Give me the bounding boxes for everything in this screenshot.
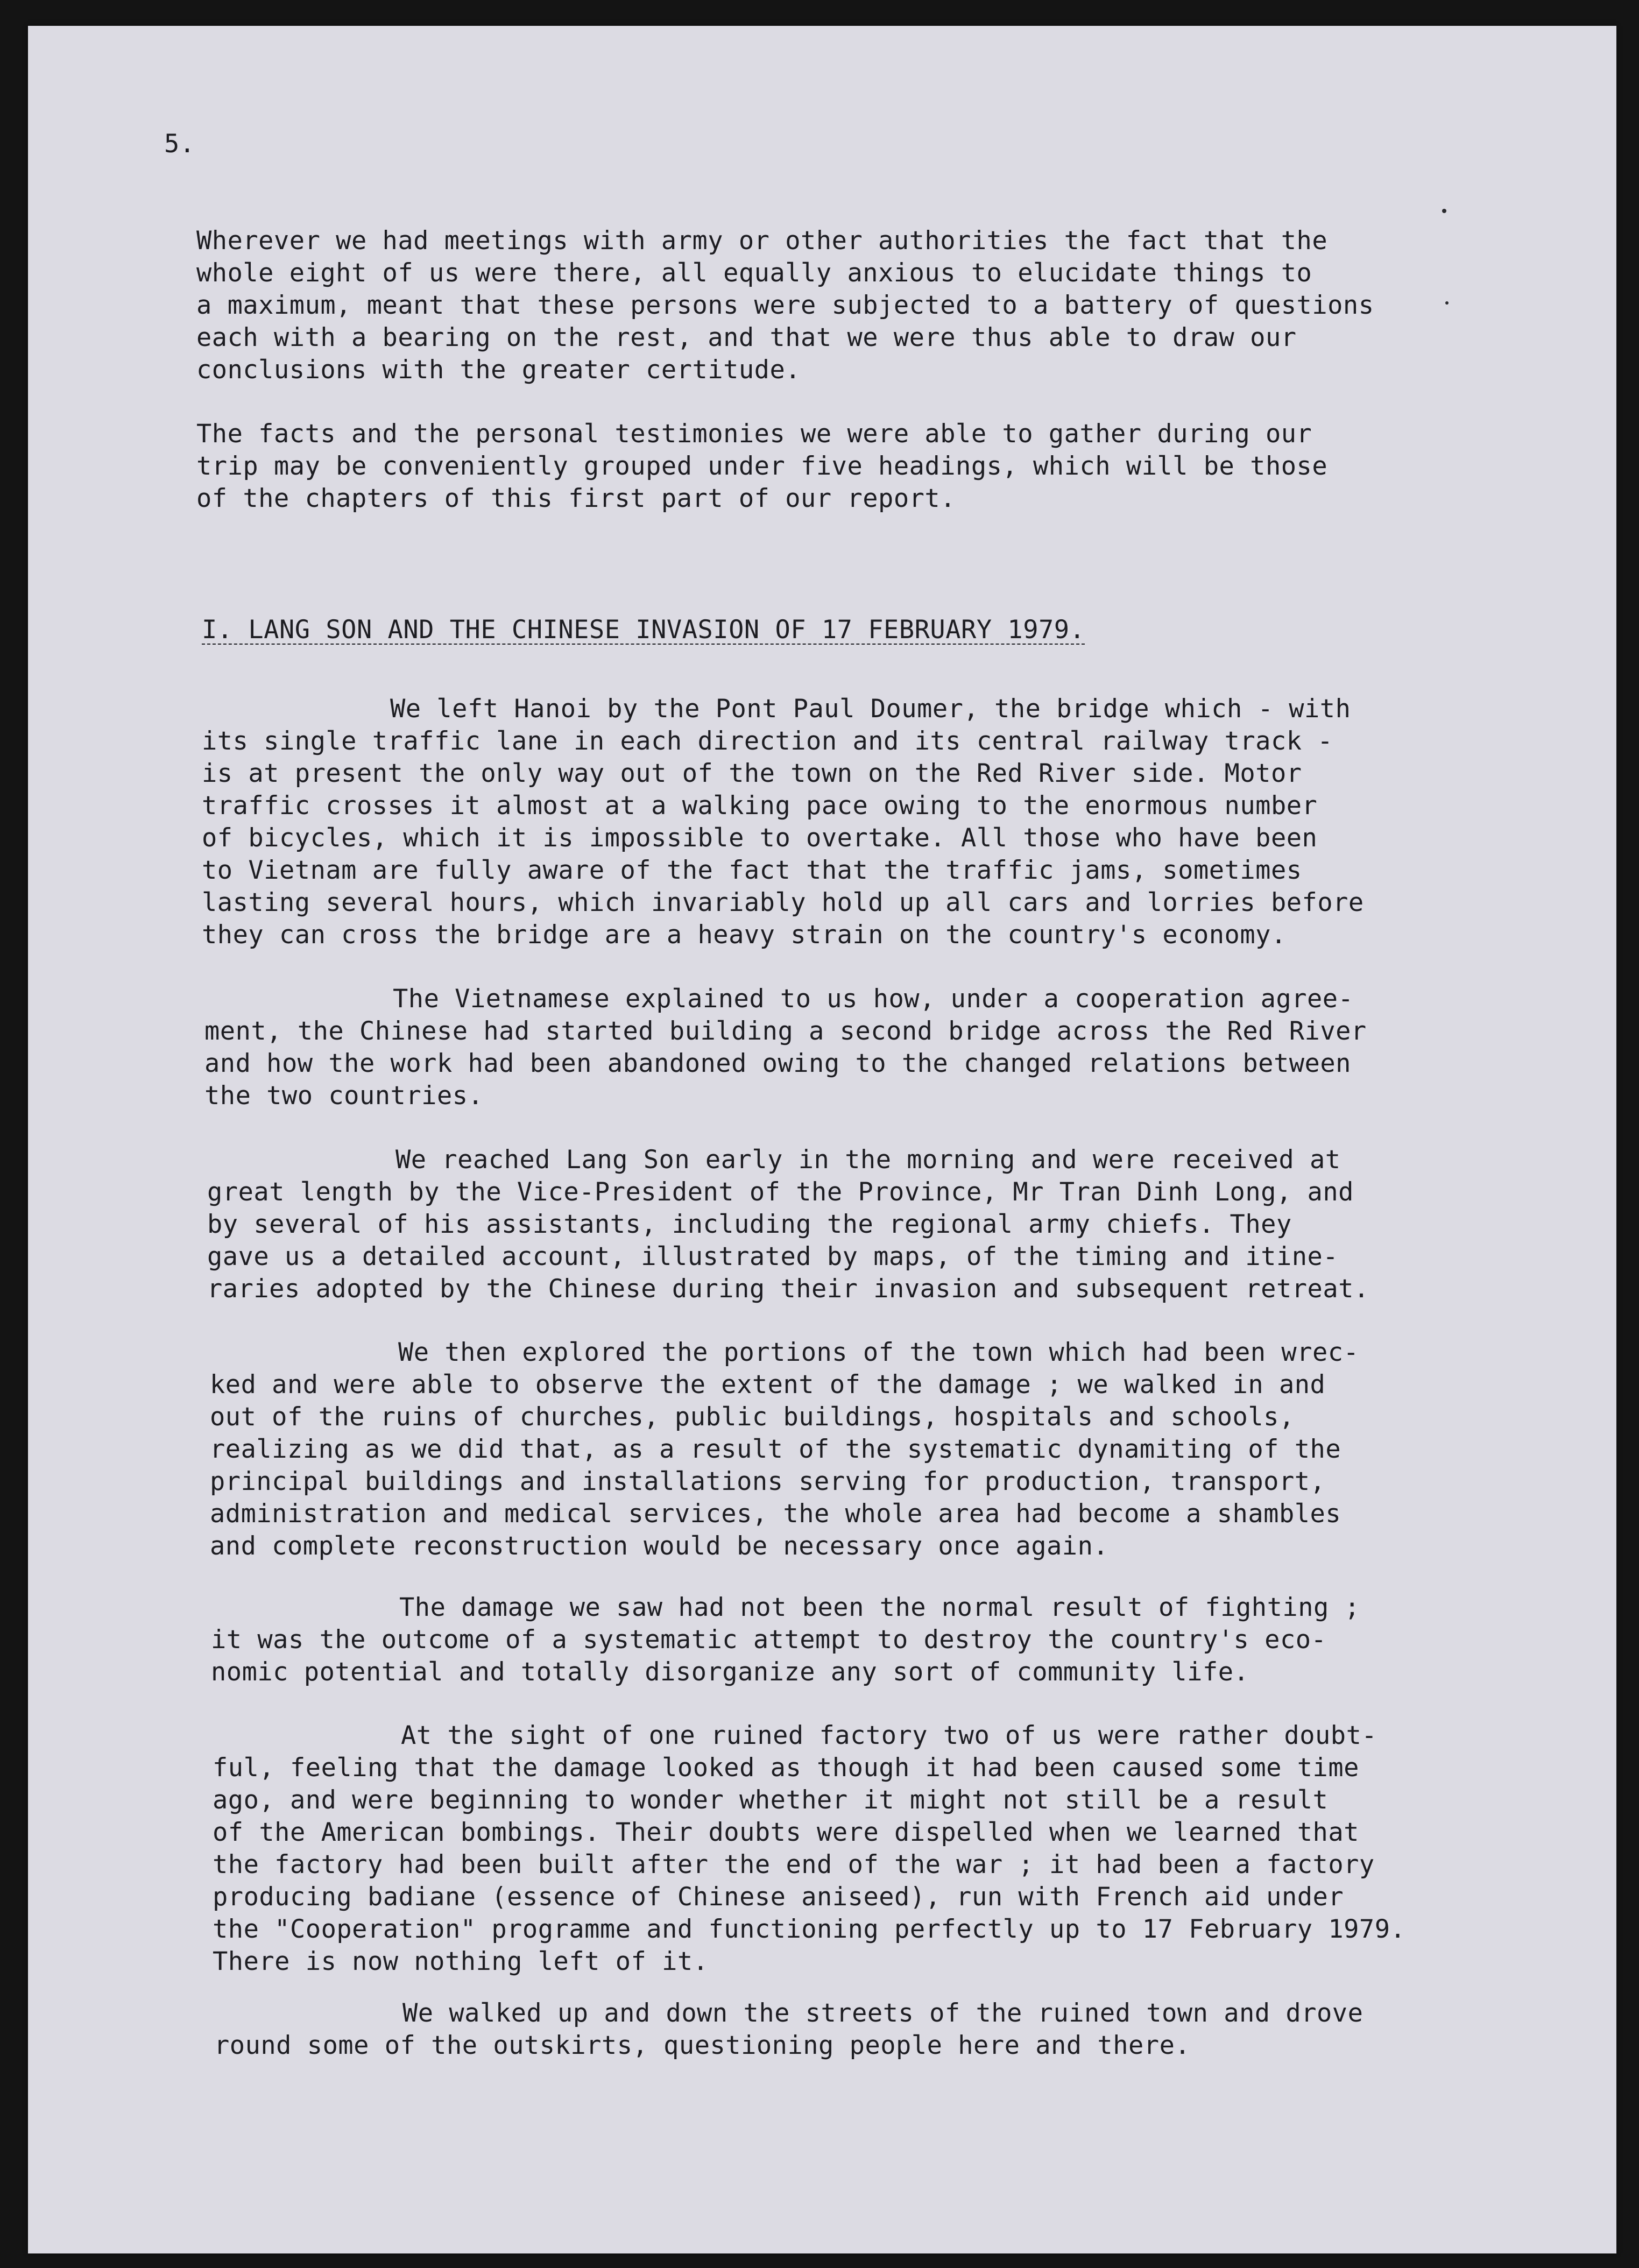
text-line: There is now nothing left of it. bbox=[213, 1947, 709, 1976]
paragraph-intro-1 bbox=[196, 225, 1434, 386]
text-line: producing badiane (essence of Chinese aniseed), run with French aid under bbox=[213, 1882, 1344, 1912]
text-line: The damage we saw had not been the normal result of fighting ; bbox=[399, 1593, 1360, 1622]
ink-speck bbox=[1442, 209, 1446, 213]
text-line: the "Cooperation" programme and functioning perfectly up to 17 February 1979. bbox=[213, 1914, 1406, 1944]
text-line: The Vietnamese explained to us how, under a cooperation agree- bbox=[393, 984, 1354, 1014]
text-line: round some of the outskirts, questioning people here and there. bbox=[214, 2031, 1191, 2060]
text-line: realizing as we did that, as a result of the systematic dynamiting of the bbox=[210, 1435, 1341, 1464]
text-line: is at present the only way out of the town on the Red River side. Motor bbox=[202, 759, 1302, 788]
text-line: trip may be conveniently grouped under five headings, which will be those bbox=[196, 451, 1328, 481]
paragraph-town-explored bbox=[210, 1337, 1447, 1563]
text-line: its single traffic lane in each direction and its central railway track - bbox=[202, 726, 1333, 756]
text-line: a maximum, meant that these persons were subjected to a battery of questions bbox=[196, 291, 1374, 320]
text-line: out of the ruins of churches, public buildings, hospitals and schools, bbox=[210, 1402, 1295, 1432]
text-line: administration and medical services, the whole area had become a shambles bbox=[210, 1499, 1341, 1529]
paragraph-damage bbox=[211, 1592, 1449, 1688]
text-line: the factory had been built after the end of the war ; it had been a factory bbox=[213, 1850, 1375, 1880]
text-line: whole eight of us were there, all equally anxious to elucidate things to bbox=[196, 258, 1312, 288]
text-line: great length by the Vice-President of the Province, Mr Tran Dinh Long, and bbox=[207, 1177, 1354, 1207]
paragraph-lang-son-arrival bbox=[207, 1144, 1445, 1305]
page-number: 5. bbox=[164, 129, 195, 159]
text-line: of the chapters of this first part of our report. bbox=[196, 484, 956, 513]
text-line: nomic potential and totally disorganize any sort of community life. bbox=[211, 1657, 1249, 1687]
paragraph-factory bbox=[213, 1720, 1450, 1978]
paragraph-bridge bbox=[202, 693, 1439, 951]
ink-speck bbox=[1445, 301, 1449, 305]
text-line: the two countries. bbox=[204, 1081, 484, 1111]
text-line: of the American bombings. Their doubts were dispelled when we learned that bbox=[213, 1818, 1359, 1847]
paragraph-second-bridge bbox=[204, 983, 1442, 1112]
text-line: ful, feeling that the damage looked as though it had been caused some time bbox=[213, 1753, 1359, 1783]
text-line: each with a bearing on the rest, and that we were thus able to draw our bbox=[196, 323, 1297, 352]
text-line: principal buildings and installations serving for production, transport, bbox=[210, 1467, 1326, 1496]
section-heading: I. LANG SON AND THE CHINESE INVASION OF 17 FEBRUARY 1979. bbox=[202, 615, 1085, 645]
text-line: Wherever we had meetings with army or other authorities the fact that the bbox=[196, 226, 1328, 256]
paragraph-intro-2 bbox=[196, 418, 1434, 515]
text-line: ment, the Chinese had started building a second bridge across the Red River bbox=[204, 1016, 1367, 1046]
text-line: and complete reconstruction would be necessary once again. bbox=[210, 1531, 1109, 1561]
text-line: to Vietnam are fully aware of the fact that the traffic jams, sometimes bbox=[202, 856, 1302, 885]
text-line: they can cross the bridge are a heavy strain on the country's economy. bbox=[202, 920, 1287, 950]
text-line: it was the outcome of a systematic attempt to destroy the country's eco- bbox=[211, 1625, 1327, 1655]
paragraph-streets bbox=[214, 1997, 1452, 2062]
text-line: ago, and were beginning to wonder whether it might not still be a result bbox=[213, 1785, 1329, 1815]
text-line: and how the work had been abandoned owing to the changed relations between bbox=[204, 1049, 1351, 1078]
text-line: We left Hanoi by the Pont Paul Doumer, the bridge which - with bbox=[390, 694, 1351, 724]
text-line: The facts and the personal testimonies we were able to gather during our bbox=[196, 419, 1312, 449]
text-line: At the sight of one ruined factory two of us were rather doubt- bbox=[401, 1721, 1377, 1750]
text-line: raries adopted by the Chinese during their invasion and subsequent retreat. bbox=[207, 1274, 1369, 1304]
text-line: gave us a detailed account, illustrated by maps, of the timing and itine- bbox=[207, 1242, 1339, 1271]
text-line: We reached Lang Son early in the morning and were received at bbox=[395, 1145, 1341, 1175]
text-line: lasting several hours, which invariably hold up all cars and lorries before bbox=[202, 888, 1364, 917]
text-line: traffic crosses it almost at a walking pace owing to the enormous number bbox=[202, 791, 1318, 821]
text-line: We then explored the portions of the town which had been wrec- bbox=[398, 1338, 1359, 1367]
text-line: ked and were able to observe the extent of the damage ; we walked in and bbox=[210, 1370, 1326, 1400]
text-line: of bicycles, which it is impossible to overtake. All those who have been bbox=[202, 823, 1318, 853]
text-line: We walked up and down the streets of the ruined town and drove bbox=[402, 1998, 1364, 2028]
text-line: by several of his assistants, including the regional army chiefs. They bbox=[207, 1210, 1292, 1239]
text-line: conclusions with the greater certitude. bbox=[196, 355, 801, 385]
